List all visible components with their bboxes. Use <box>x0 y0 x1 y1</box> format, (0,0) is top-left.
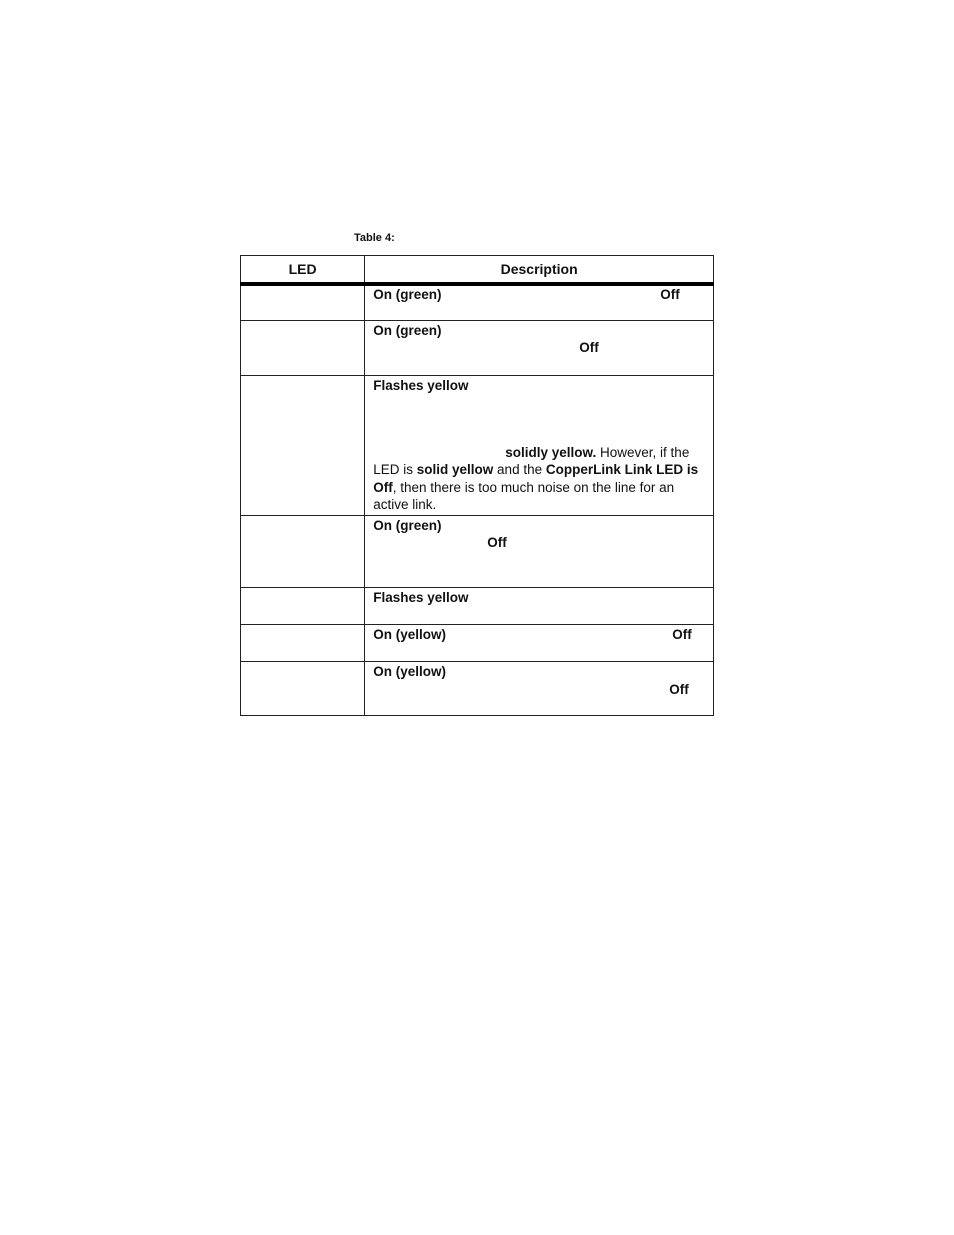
led-cell <box>241 376 365 516</box>
off-text: Off <box>487 535 507 550</box>
led-cell <box>241 662 365 716</box>
table-row <box>241 588 714 625</box>
detail-text: and the <box>493 462 546 478</box>
description-cell <box>365 662 714 716</box>
detail-text: , then there is too much noise on the line for an active link. <box>373 479 675 513</box>
table-header-row <box>241 256 714 285</box>
description-detail <box>373 444 703 514</box>
off-text: Off <box>672 627 692 642</box>
header-led: LED <box>241 256 365 285</box>
emphasis-text: solidly yellow. <box>505 445 597 460</box>
status-text: Flashes yellow <box>373 378 469 393</box>
table-row <box>241 321 714 376</box>
emphasis-text: solid yellow <box>416 462 494 478</box>
description-cell <box>365 588 714 625</box>
description-cell <box>365 321 714 376</box>
off-text: Off <box>660 287 680 302</box>
led-cell <box>241 588 365 625</box>
description-cell <box>365 625 714 662</box>
table-caption: Table 4: <box>354 232 395 244</box>
emphasis-text: CopperLink Link LED is Off <box>373 462 699 495</box>
description-cell <box>365 284 714 321</box>
detail-text: However, if the LED is <box>373 445 690 478</box>
table-row <box>241 284 714 321</box>
table-row <box>241 516 714 588</box>
off-text: Off <box>579 340 599 355</box>
table-row <box>241 625 714 662</box>
header-description: Description <box>365 256 714 285</box>
led-cell <box>241 284 365 321</box>
led-status-table <box>240 255 714 716</box>
status-text: On (green) <box>373 323 442 338</box>
led-cell <box>241 625 365 662</box>
status-text: On (green) <box>373 518 442 533</box>
description-cell <box>365 376 714 516</box>
status-text: On (yellow) <box>373 664 447 679</box>
table-row <box>241 662 714 716</box>
description-cell <box>365 516 714 588</box>
status-text: On (yellow) <box>373 627 447 642</box>
off-text: Off <box>669 682 689 697</box>
status-text: On (green) <box>373 287 442 302</box>
led-cell <box>241 516 365 588</box>
led-cell <box>241 321 365 376</box>
status-text: Flashes yellow <box>373 590 469 605</box>
table-row <box>241 376 714 516</box>
